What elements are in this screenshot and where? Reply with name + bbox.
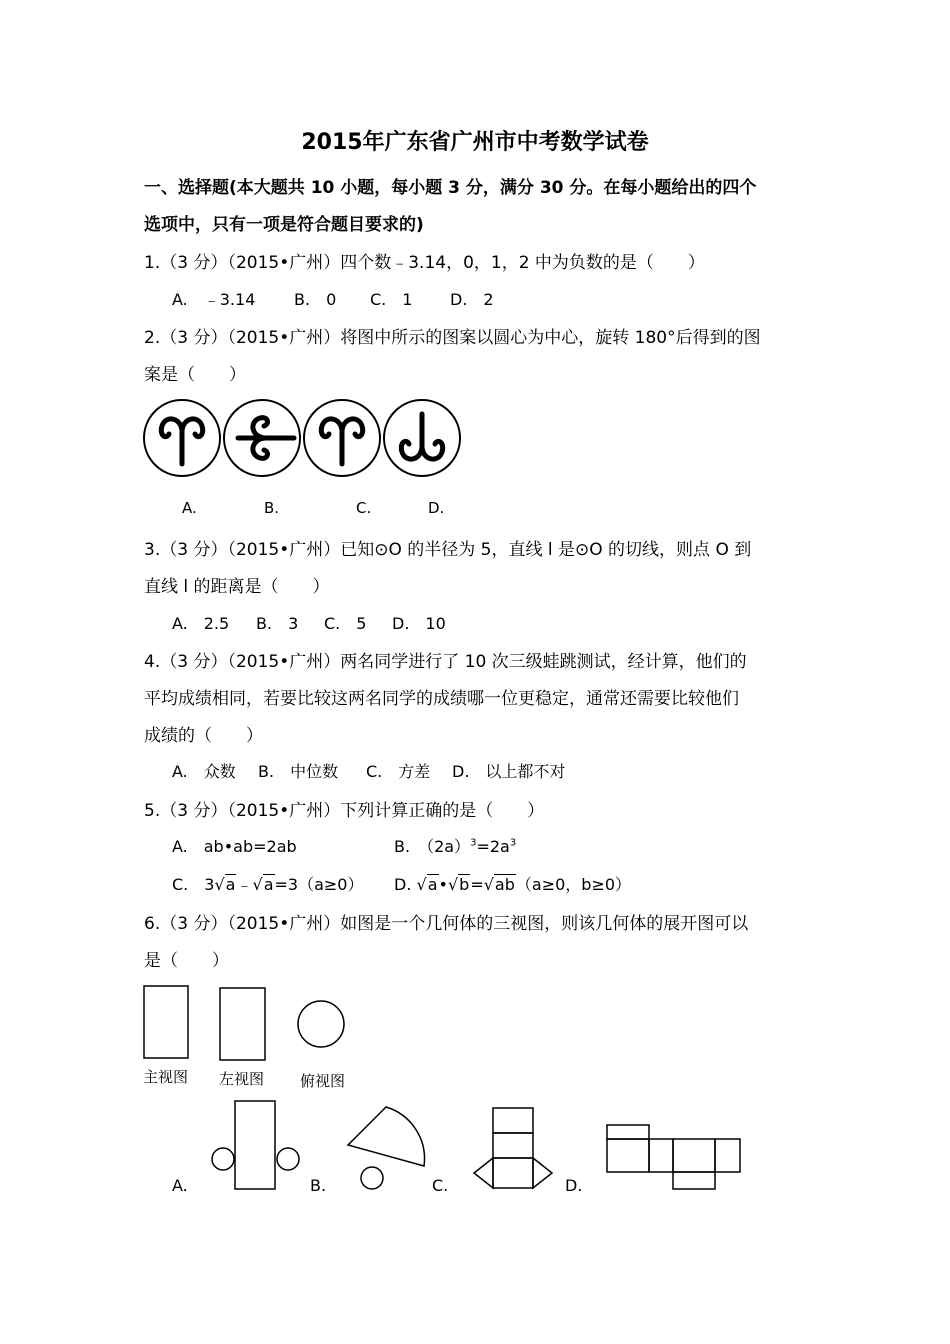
q2-option-d: D.: [428, 499, 445, 517]
q5-d-radicand-3: ab: [494, 875, 515, 894]
q1-stem: 1.（3 分）（2015•广州）四个数﹣3.14，0，1，2 中为负数的是（ ）: [144, 253, 705, 273]
q1-option-d: D. 2: [450, 290, 494, 309]
q2-symbol-figures: [142, 398, 464, 478]
q5-d-radicand-2: b: [459, 875, 470, 894]
q6-view-label-top: 俯视图: [300, 1072, 346, 1090]
q4-option-d: D. 以上都不对: [452, 762, 566, 781]
q1-option-b: B. 0: [294, 290, 337, 309]
q5-c-minus: ﹣: [236, 875, 253, 894]
q4-stem-line3: 成绩的（ ）: [144, 726, 263, 746]
q6-three-views: [140, 984, 360, 1064]
q5-option-b-text: B. （2a）: [394, 837, 471, 856]
q2-symbol-c: [304, 400, 380, 476]
q5-c-radicand-1: a: [225, 875, 236, 894]
q5-option-d: [394, 872, 631, 895]
q6-view-label-side: 左视图: [219, 1070, 265, 1088]
q4-option-c: C. 方差: [366, 762, 431, 781]
q5-option-c: [172, 872, 363, 895]
q3-stem-line1: 3.（3 分）（2015•广州）已知⊙O 的半径为 5，直线 l 是⊙O 的切线，则点 O 到: [144, 540, 752, 560]
q5-c-rest: =3（a≥0）: [274, 875, 364, 894]
q3-option-c: C. 5: [324, 614, 367, 633]
q2-symbol-d: [384, 400, 460, 476]
q5-option-d-text: D.: [394, 875, 412, 894]
q6-net-figures: [200, 1098, 760, 1198]
q3-stem-line2: 直线 l 的距离是（ ）: [144, 577, 330, 597]
front-view-rect: [144, 986, 188, 1058]
sqrt-ab: √ab: [483, 875, 515, 894]
q2-symbol-a: [144, 400, 220, 476]
q1-option-c: C. 1: [370, 290, 413, 309]
q2-option-c: C.: [356, 499, 372, 517]
q5-option-a: A. ab•ab=2ab: [172, 837, 297, 856]
q2-option-b: B.: [264, 499, 280, 517]
q4-option-b: B. 中位数: [258, 762, 339, 781]
q5-option-b-rest: =2a: [476, 837, 510, 856]
q5-option-b-exponent: 3: [470, 837, 477, 849]
q5-c-radicand-2: a: [263, 875, 274, 894]
q6-option-d: D.: [565, 1176, 583, 1195]
q5-option-b-exponent2: 3: [509, 837, 517, 849]
q6-stem-line2: 是（ ）: [144, 951, 229, 971]
sqrt-a-3: √a: [416, 875, 438, 894]
side-view-rect: [220, 988, 265, 1060]
page-title: 2015年广东省广州市中考数学试卷: [301, 130, 649, 155]
q6-view-label-front: 主视图: [143, 1068, 189, 1086]
q4-option-a: A. 众数: [172, 762, 236, 781]
q5-option-c-text: C. 3: [172, 875, 215, 894]
q5-d-radicand-1: a: [427, 875, 438, 894]
q4-stem-line1: 4.（3 分）（2015•广州）两名同学进行了 10 次三级蛙跳测试，经计算，他们的: [144, 652, 747, 672]
q3-option-b: B. 3: [256, 614, 299, 633]
section-heading-line2: 选项中，只有一项是符合题目要求的): [144, 215, 424, 235]
sqrt-a-2: √a: [252, 875, 274, 894]
net-c: [474, 1108, 552, 1188]
q5-stem: 5.（3 分）（2015•广州）下列计算正确的是（ ）: [144, 801, 545, 821]
q6-option-c: C.: [432, 1176, 449, 1195]
sqrt-b: √b: [447, 875, 470, 894]
q6-stem-line1: 6.（3 分）（2015•广州）如图是一个几何体的三视图，则该几何体的展开图可以: [144, 914, 749, 934]
q2-symbol-b: [224, 400, 300, 476]
q1-option-a: A. ﹣3.14: [172, 290, 256, 309]
sqrt-a-1: √a: [214, 875, 236, 894]
section-heading-line1: 一、选择题(本大题共 10 小题，每小题 3 分，满分 30 分。在每小题给出的四个: [144, 178, 757, 198]
q4-stem-line2: 平均成绩相同，若要比较这两名同学的成绩哪一位更稳定，通常还需要比较他们: [144, 689, 739, 709]
top-view-circle: [298, 1001, 344, 1047]
q5-d-dot: •: [438, 875, 448, 894]
q3-option-a: A. 2.5: [172, 614, 230, 633]
q2-option-a: A.: [182, 499, 197, 517]
q2-stem-line2: 案是（ ）: [144, 365, 246, 385]
net-b: [348, 1107, 424, 1189]
q5-d-eq: =: [470, 875, 484, 894]
q6-option-b: B.: [310, 1176, 327, 1195]
q2-stem-line1: 2.（3 分）（2015•广州）将图中所示的图案以圆心为中心，旋转 180°后得到的图: [144, 328, 761, 348]
net-a: [212, 1101, 299, 1189]
net-d: [607, 1125, 740, 1189]
q5-d-rest: （a≥0，b≥0）: [515, 875, 632, 894]
q6-option-a: A.: [172, 1176, 188, 1195]
q5-option-b: [394, 834, 516, 857]
q3-option-d: D. 10: [392, 614, 446, 633]
